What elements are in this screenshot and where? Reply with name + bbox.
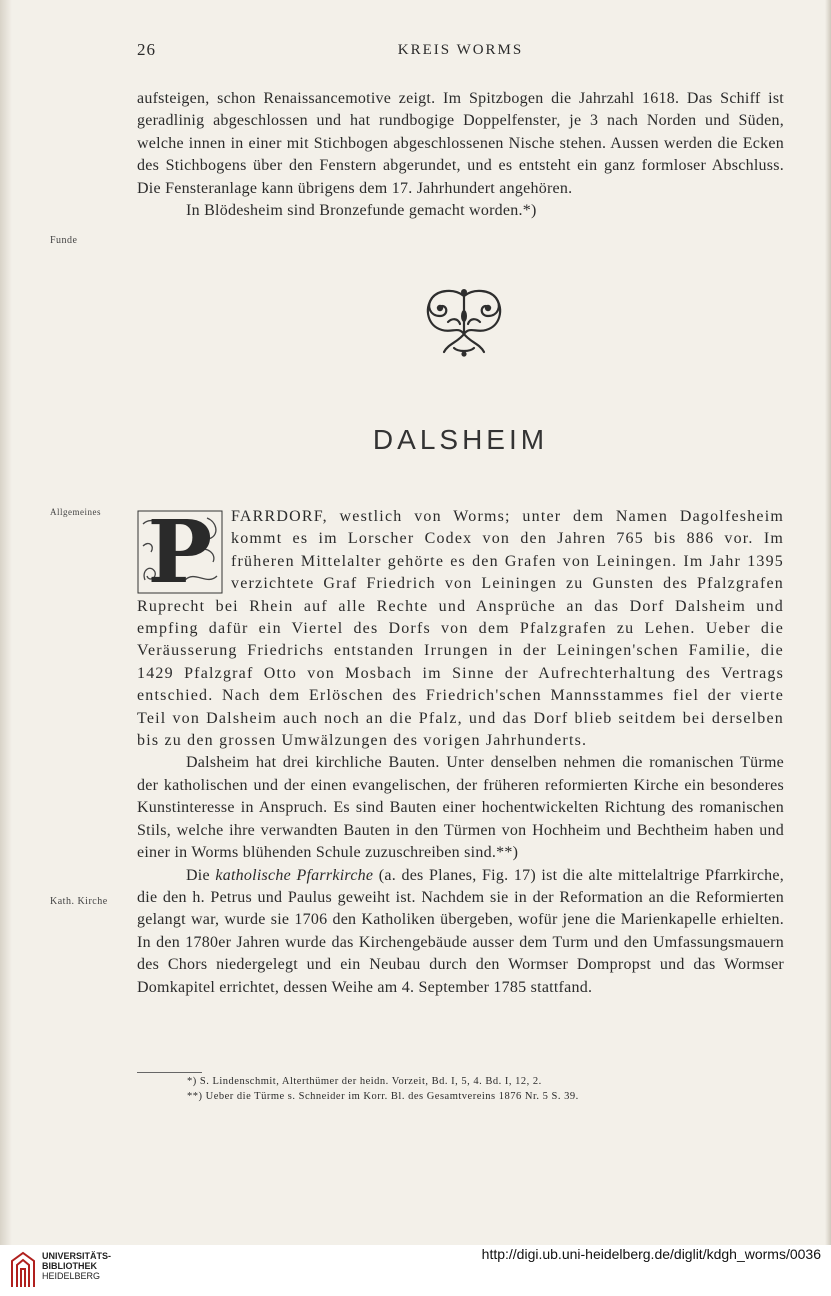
library-name-line2: BIBLIOTHEK: [42, 1261, 97, 1271]
footnote-rule: [137, 1072, 202, 1073]
margin-note-allgemeines: Allgemeines: [50, 507, 101, 517]
p3-rest: (a. des Planes, Fig. 17) ist die alte mittelaltrige Pfarrkirche, die den h. Petrus und Paulus geweiht ist. Nachdem sie in der Reformation an die Reformierten gelangt war, wurde sie 1706 den Katholiken übergeben, wofür jene die Marienkapelle erhielten. In den 1780er Jahren wurde das Kirchengebäude ausser dem Turm und den Umfassungsmauern des Chors niedergelegt und ein Neubau durch den Wormser Dompropst und das Wormser Domkapitel errichtet, dessen Weihe am 4. September 1785 stattfand.: [137, 866, 785, 996]
running-title: KREIS WORMS: [397, 42, 524, 58]
footnote-1: *) S. Lindenschmit, Alterthümer der heidn. Vorzeit, Bd. I, 5, 4. Bd. I, 12, 2.: [187, 1076, 542, 1087]
source-url-link[interactable]: http://digi.ub.uni-heidelberg.de/diglit/kdgh_worms/0036: [481, 1246, 821, 1262]
library-name-line1: UNIVERSITÄTS-: [42, 1251, 112, 1261]
paragraph-history-text: FARRDORF, westlich von Worms; unter dem Namen Dagolfesheim kommt es im Lorscher Codex von den Jahren 765 bis 886 vor. Im früheren Mittelalter gehörte es den Grafen von Leiningen. Im Jahr 1395 verzichtete Graf Friedrich von Leiningen zu Gunsten des Pfalzgrafen Ruprecht bei Rhein auf alle Rechte und Ansprüche an das Dorf Dalsheim und empfing dafür ein Viertel des Dorfs von dem Pfalzgrafen zu Lehen. Ueber die Veräusserung Friedrichs entstanden Irrungen in der Leiningen'schen Familie, die 1429 Pfalzgraf Otto von Mosbach im Sinne der Aufrechterhaltung des Vertrags entschied. Nach dem Erlöschen des Friedrich'schen Mannsstammes fiel der vierte Teil von Dalsheim auch noch an die Pfalz, und das Dorf blieb seitdem bei derselben bis zu den grossen Umwälzungen des vorigen Jahrhunderts.: [137, 508, 784, 750]
section-title: DALSHEIM: [372, 424, 549, 455]
dropcap-letter: P: [147, 510, 213, 594]
text-block-dalsheim: [137, 506, 784, 999]
paragraph-history: [137, 506, 784, 752]
footnote-2: **) Ueber die Türme s. Schneider im Korr. Bl. des Gesamtvereins 1876 Nr. 5 S. 39.: [187, 1091, 579, 1103]
paragraph-catholic-church: [137, 865, 784, 999]
gutter-shadow: [0, 0, 12, 1245]
library-name[interactable]: [42, 1251, 111, 1281]
paragraph-continuation: aufsteigen, schon Renaissancemotive zeigt. Im Spitzbogen die Jahrzahl 1618. Das Schiff ist geradlinig abgeschlossen und hat rundbogige Doppelfenster, je 3 nach Norden und Süden, welche innen in einer mit Stichbogen abgeschlossenen Nische stehen. Aussen werden die Ecken des Stichbogens über den Fenstern abgerundet, und es entsteht ein ganz formloser Abschluss. Die Fensteranlage kann übrigens dem 17. Jahrhundert angehören.: [137, 90, 784, 197]
page-header: [137, 40, 784, 64]
paragraph-funde: In Blödesheim sind Bronzefunde gemacht worden.*): [186, 202, 537, 220]
library-logo-icon[interactable]: [8, 1249, 38, 1289]
margin-note-kath-kirche: Kath. Kirche: [50, 896, 108, 907]
page-number: 26: [137, 40, 156, 59]
page-edge: [825, 0, 831, 1245]
floral-ornament: [418, 286, 510, 358]
decorated-initial-p: [137, 510, 223, 594]
paragraph-churches: Dalsheim hat drei kirchliche Bauten. Unter denselben nehmen die romanischen Türme der katholischen und der einen evangelischen, der früheren reformierten Kirche ein besonderes Kunstinteresse in Anspruch. Es sind Bauten einer hochentwickelten Richtung des romanischen Stils, welche ihre verwandten Bauten in den Türmen von Hochheim und Bechtheim haben und einer in Worms blühenden Schule zuzuschreiben sind.**): [137, 754, 784, 862]
church-name: katholische Pfarrkirche: [215, 866, 374, 884]
footnotes: [137, 1074, 784, 1105]
library-name-line3: HEIDELBERG: [42, 1271, 101, 1281]
p3-lead: Die: [186, 866, 210, 884]
text-block-top: [137, 88, 784, 222]
margin-note-funde: Funde: [50, 235, 78, 246]
